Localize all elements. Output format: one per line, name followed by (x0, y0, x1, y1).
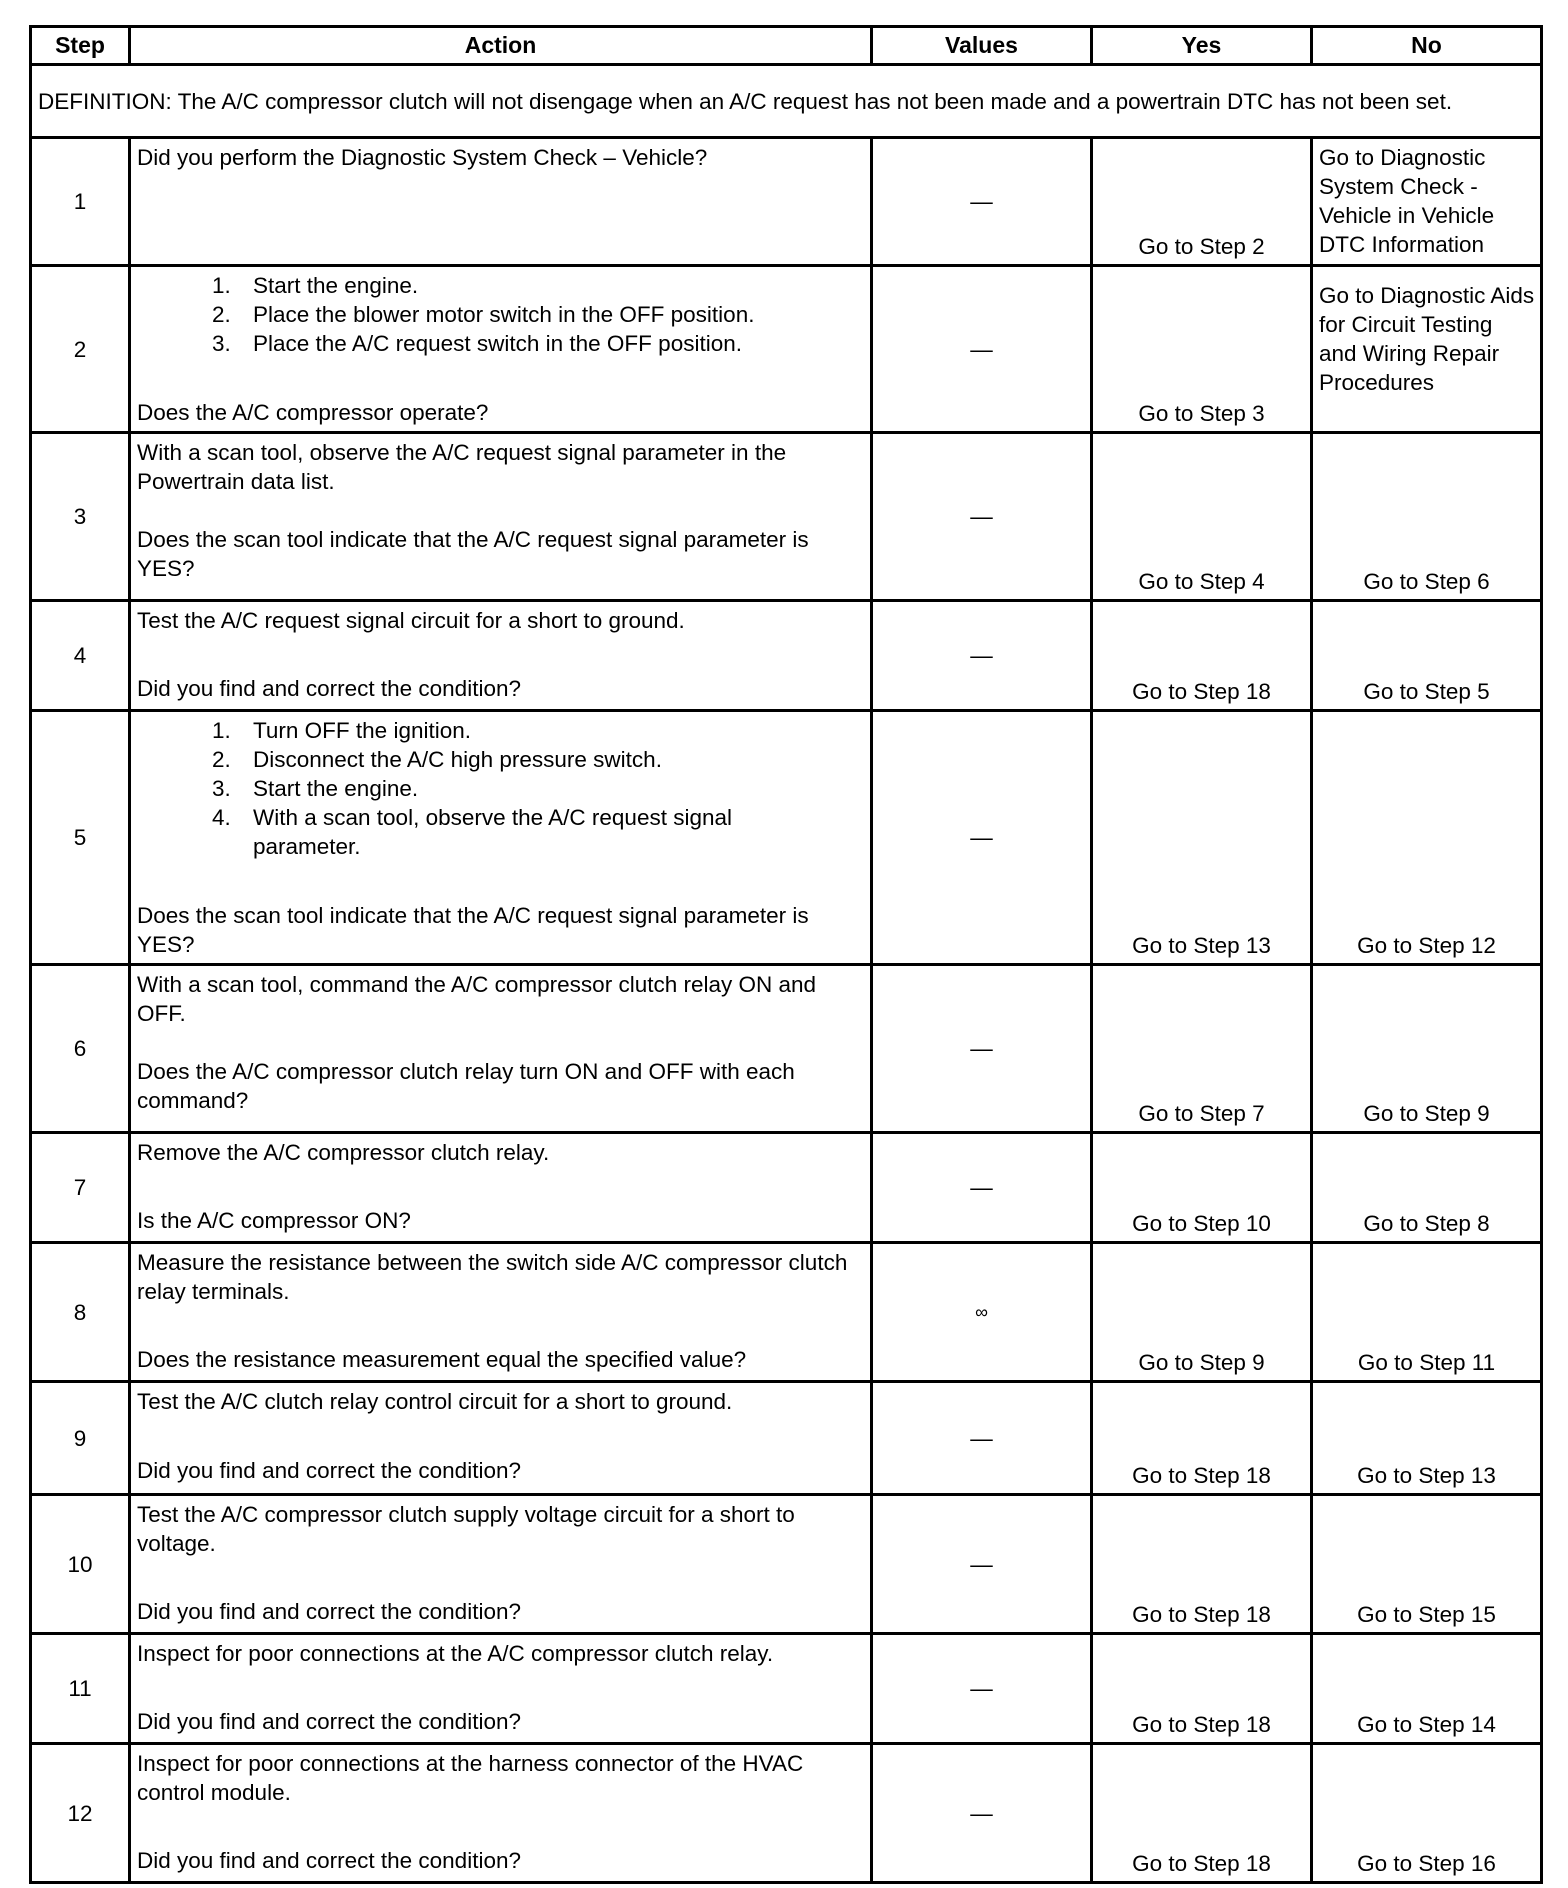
value-cell: — (872, 1382, 1092, 1495)
action-step: 2. Disconnect the A/C high pressure switch. (237, 745, 774, 774)
yes-cell: Go to Step 18 (1092, 1495, 1312, 1634)
header-values: Values (872, 27, 1092, 65)
no-cell: Go to Step 12 (1312, 711, 1542, 965)
header-step: Step (31, 27, 130, 65)
action-text: Measure the resistance between the switch side A/C compressor clutch relay terminals. (137, 1250, 848, 1304)
definition-row (31, 65, 1542, 138)
step-number: 8 (31, 1243, 130, 1382)
action-question: Does the A/C compressor operate? (137, 400, 489, 425)
table-row (31, 1744, 1542, 1883)
action-step: 1. Turn OFF the ignition. (237, 716, 774, 745)
action-step: 1. Start the engine. (237, 271, 864, 300)
action-text: With a scan tool, command the A/C compressor clutch relay ON and OFF. (137, 972, 817, 1026)
action-step: 2. Place the blower motor switch in the OFF position. (237, 300, 864, 329)
no-cell: Go to Step 9 (1312, 965, 1542, 1133)
table-row (31, 601, 1542, 711)
action-step: 3. Start the engine. (237, 774, 774, 803)
yes-cell: Go to Step 7 (1092, 965, 1312, 1133)
action-cell (130, 965, 872, 1133)
no-cell: Go to Step 13 (1312, 1382, 1542, 1495)
action-question: Is the A/C compressor ON? (137, 1208, 411, 1233)
action-question: Did you find and correct the condition? (137, 1848, 521, 1873)
table-row (31, 965, 1542, 1133)
diagnostic-table (29, 25, 1543, 1884)
action-question: Does the scan tool indicate that the A/C request signal parameter is YES? (137, 527, 809, 581)
table-row (31, 1243, 1542, 1382)
action-text: Test the A/C request signal circuit for a short to ground. (137, 608, 685, 633)
yes-cell: Go to Step 18 (1092, 1634, 1312, 1744)
step-number: 12 (31, 1744, 130, 1883)
yes-cell: Go to Step 18 (1092, 1744, 1312, 1883)
no-cell: Go to Step 16 (1312, 1744, 1542, 1883)
action-text: Inspect for poor connections at the A/C compressor clutch relay. (137, 1641, 774, 1666)
yes-cell: Go to Step 9 (1092, 1243, 1312, 1382)
no-cell: Go to Step 14 (1312, 1634, 1542, 1744)
value-cell: — (872, 1495, 1092, 1634)
step-number: 1 (31, 138, 130, 266)
step-number: 9 (31, 1382, 130, 1495)
step-number: 5 (31, 711, 130, 965)
action-cell (130, 1243, 872, 1382)
action-text: Test the A/C clutch relay control circuit for a short to ground. (137, 1389, 733, 1414)
yes-cell: Go to Step 3 (1092, 266, 1312, 433)
action-cell (130, 266, 872, 433)
no-cell: Go to Step 5 (1312, 601, 1542, 711)
no-cell: Go to Diagnostic System Check - Vehicle in Vehicle DTC Information (1312, 138, 1542, 266)
step-number: 2 (31, 266, 130, 433)
header-action: Action (130, 27, 872, 65)
value-cell: — (872, 965, 1092, 1133)
value-cell: — (872, 601, 1092, 711)
value-cell: — (872, 1133, 1092, 1243)
action-question: Did you find and correct the condition? (137, 676, 521, 701)
table-row (31, 1634, 1542, 1744)
value-cell: — (872, 266, 1092, 433)
table-row (31, 1133, 1542, 1243)
step-number: 4 (31, 601, 130, 711)
action-question: Did you find and correct the condition? (137, 1599, 521, 1624)
action-cell (130, 1744, 872, 1883)
action-cell (130, 1495, 872, 1634)
definition-text: DEFINITION: The A/C compressor clutch will not disengage when an A/C request has not been made and a powertrain DTC has not been set. (31, 65, 1542, 138)
action-cell (130, 433, 872, 601)
action-text: Inspect for poor connections at the harness connector of the HVAC control module. (137, 1751, 804, 1805)
action-question: Did you find and correct the condition? (137, 1458, 521, 1483)
action-question: Does the A/C compressor clutch relay turn ON and OFF with each command? (137, 1059, 795, 1113)
step-number: 3 (31, 433, 130, 601)
header-yes: Yes (1092, 27, 1312, 65)
action-text: Did you perform the Diagnostic System Check – Vehicle? (137, 145, 708, 170)
table-row (31, 266, 1542, 433)
yes-cell: Go to Step 10 (1092, 1133, 1312, 1243)
header-no: No (1312, 27, 1542, 65)
action-question: Does the resistance measurement equal the specified value? (137, 1347, 747, 1372)
no-cell: Go to Step 15 (1312, 1495, 1542, 1634)
action-text: Test the A/C compressor clutch supply voltage circuit for a short to voltage. (137, 1502, 795, 1556)
table-row (31, 433, 1542, 601)
no-cell: Go to Step 8 (1312, 1133, 1542, 1243)
action-steps (137, 716, 864, 861)
table-row (31, 1495, 1542, 1634)
value-cell: — (872, 711, 1092, 965)
value-cell: — (872, 1634, 1092, 1744)
table-row (31, 711, 1542, 965)
yes-cell: Go to Step 13 (1092, 711, 1312, 965)
yes-cell: Go to Step 18 (1092, 1382, 1312, 1495)
action-cell (130, 601, 872, 711)
step-number: 10 (31, 1495, 130, 1634)
action-cell (130, 1133, 872, 1243)
action-step: 4. With a scan tool, observe the A/C request signal parameter. (237, 803, 774, 861)
step-number: 6 (31, 965, 130, 1133)
no-cell: Go to Step 11 (1312, 1243, 1542, 1382)
value-cell: — (872, 138, 1092, 266)
yes-cell: Go to Step 4 (1092, 433, 1312, 601)
action-step: 3. Place the A/C request switch in the OFF position. (237, 329, 864, 358)
action-cell (130, 1634, 872, 1744)
table-row (31, 1382, 1542, 1495)
value-cell: — (872, 433, 1092, 601)
value-cell: — (872, 1744, 1092, 1883)
action-cell (130, 1382, 872, 1495)
yes-cell: Go to Step 2 (1092, 138, 1312, 266)
value-cell: ∞ (872, 1243, 1092, 1382)
action-cell (130, 138, 872, 266)
no-cell: Go to Step 6 (1312, 433, 1542, 601)
action-text: With a scan tool, observe the A/C request signal parameter in the Powertrain data list. (137, 440, 787, 494)
action-cell (130, 711, 872, 965)
action-question: Does the scan tool indicate that the A/C request signal parameter is YES? (137, 903, 809, 957)
action-steps (137, 271, 864, 358)
step-number: 7 (31, 1133, 130, 1243)
no-cell: Go to Diagnostic Aids for Circuit Testing and Wiring Repair Procedures (1312, 266, 1542, 433)
header-row (31, 27, 1542, 65)
yes-cell: Go to Step 18 (1092, 601, 1312, 711)
action-text: Remove the A/C compressor clutch relay. (137, 1140, 550, 1165)
action-question: Did you find and correct the condition? (137, 1709, 521, 1734)
table-row (31, 138, 1542, 266)
step-number: 11 (31, 1634, 130, 1744)
